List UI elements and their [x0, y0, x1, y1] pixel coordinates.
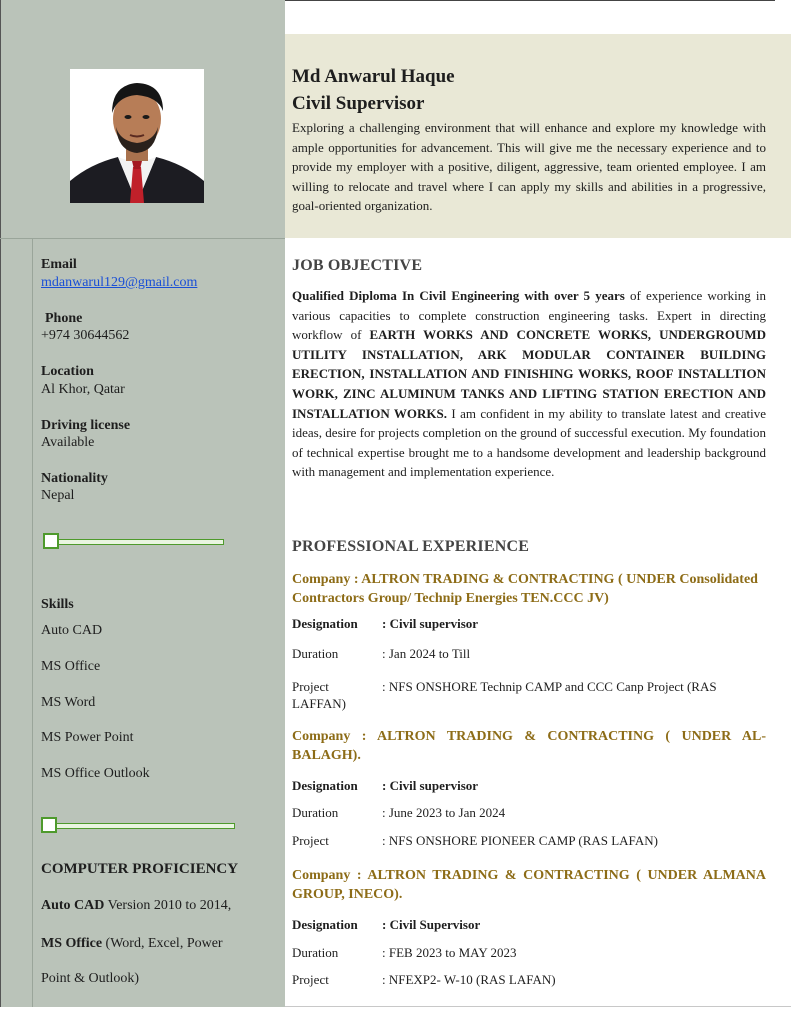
email-link-text[interactable]: mdanwarul129@gmail.com: [41, 275, 198, 290]
autocad-rest: Version 2010 to 2014,: [104, 898, 232, 913]
email-link[interactable]: [41, 275, 197, 291]
objective-rest: of experience working in various capacities to complete construction engineering tasks. Expert in directing workflow of: [292, 288, 766, 343]
nationality-value: Nepal: [41, 488, 75, 503]
divider-bar: [52, 823, 235, 829]
duration-value: : FEB 2023 to MAY 2023: [382, 945, 517, 960]
divider-bar: [52, 539, 224, 545]
sidebar-divider: [0, 238, 285, 239]
job-project: [292, 833, 658, 849]
divider-bar-knob: [43, 533, 59, 549]
project-label: Project: [292, 972, 329, 987]
objective-caps: EARTH WORKS AND CONCRETE WORKS, UNDERGROUMD UTILITY INSTALLATION, ARK MODULAR CONTAINER BUILDING ERECTION, INSTALLATION AND FINISHING WORKS, ROOF INSTALLTION WORK, ZINC ALUMINUM TANKS AND LIFTING STATION ERECTION AND INSTALLATION WORKS.: [292, 327, 766, 421]
duration-label: Duration: [292, 646, 339, 661]
profile-summary: Exploring a challenging environment that will enhance and explore my knowledge with ample opportunities for advancement. This will give me the necessary experience and to provide my employer with a positive, diligent, aggressive, team oriented employee. I am willing to relocate and travel where I can apply my skills and abilities in a progressive, goal-oriented organization.: [292, 120, 766, 214]
project-value: : NFS ONSHORE PIONEER CAMP (RAS LAFAN): [382, 833, 658, 848]
location-value: Al Khor, Qatar: [41, 382, 125, 397]
person-portrait-icon: [70, 69, 204, 203]
job-duration: [292, 945, 516, 961]
project-value: : NFS ONSHORE Technip CAMP and CCC Canp Project (RAS LAFFAN): [292, 679, 717, 711]
job-company: Company : ALTRON TRADING & CONTRACTING ( UNDER AL-BALAGH).: [292, 729, 766, 763]
job-project: [292, 972, 556, 988]
job-duration: [292, 805, 505, 821]
profile-photo: [70, 69, 204, 203]
duration-value: : June 2023 to Jan 2024: [382, 805, 506, 820]
designation-label: Designation: [292, 616, 358, 631]
divider-bar-knob: [41, 817, 57, 833]
msoffice-bold: MS Office: [41, 936, 103, 951]
designation-value: : Civil Supervisor: [382, 917, 481, 932]
skills-heading: Skills: [41, 597, 74, 612]
skill-item: MS Office Outlook: [41, 766, 150, 781]
job-objective-text: [292, 286, 766, 482]
phone-value: +974 30644562: [41, 328, 130, 343]
skill-item: Auto CAD: [41, 623, 103, 638]
job-designation: [292, 778, 478, 794]
objective-bold: Qualified Diploma In Civil Engineering with over 5 years: [292, 288, 625, 303]
computer-line-autocad: [41, 898, 231, 914]
skill-item: MS Word: [41, 695, 96, 710]
objective-tail: I am confident in my ability to translate latest and creative ideas, desire for projects completion on the ground of successful execution. My foundation of technical expertise brought me to a handsome development and leadership background with management and implementation experience.: [292, 405, 766, 480]
driving-license-label: Driving license: [41, 418, 131, 433]
sidebar-inner-rule: [32, 238, 33, 1007]
bottom-border: [285, 1006, 791, 1007]
job-duration: [292, 646, 470, 662]
job-designation: [292, 616, 478, 632]
duration-label: Duration: [292, 945, 339, 960]
project-label: Project: [292, 679, 329, 694]
job-company: Company : ALTRON TRADING & CONTRACTING ( UNDER Consolidated Contractors Group/ Technip Energies TEN.CCC JV): [292, 572, 758, 606]
job-objective-heading: JOB OBJECTIVE: [292, 257, 423, 274]
driving-license-value: Available: [41, 435, 95, 450]
left-border: [0, 0, 1, 1007]
duration-value: : Jan 2024 to Till: [382, 646, 471, 661]
skill-item: MS Office: [41, 659, 101, 674]
designation-label: Designation: [292, 917, 358, 932]
msoffice-rest: (Word, Excel, Power: [102, 936, 223, 951]
email-label: Email: [41, 257, 77, 272]
job-company: Company : ALTRON TRADING & CONTRACTING ( UNDER ALMANA GROUP, INECO).: [292, 868, 766, 902]
designation-value: : Civil supervisor: [382, 616, 479, 631]
computer-proficiency-heading: COMPUTER PROFICIENCY: [41, 861, 239, 877]
computer-line-3: Point & Outlook): [41, 971, 140, 986]
phone-label: Phone: [45, 311, 83, 326]
computer-line-msoffice: [41, 936, 223, 952]
candidate-name: Md Anwarul Haque: [292, 66, 455, 87]
location-label: Location: [41, 364, 94, 379]
designation-label: Designation: [292, 778, 358, 793]
experience-heading: PROFESSIONAL EXPERIENCE: [292, 538, 530, 555]
project-label: Project: [292, 833, 329, 848]
nationality-label: Nationality: [41, 471, 108, 486]
job-designation: [292, 917, 480, 933]
designation-value: : Civil supervisor: [382, 778, 479, 793]
candidate-title: Civil Supervisor: [292, 93, 425, 114]
autocad-bold: Auto CAD: [41, 898, 105, 913]
job-project: [292, 678, 766, 712]
skill-item: MS Power Point: [41, 730, 134, 745]
project-value: : NFEXP2- W-10 (RAS LAFAN): [382, 972, 556, 987]
duration-label: Duration: [292, 805, 339, 820]
